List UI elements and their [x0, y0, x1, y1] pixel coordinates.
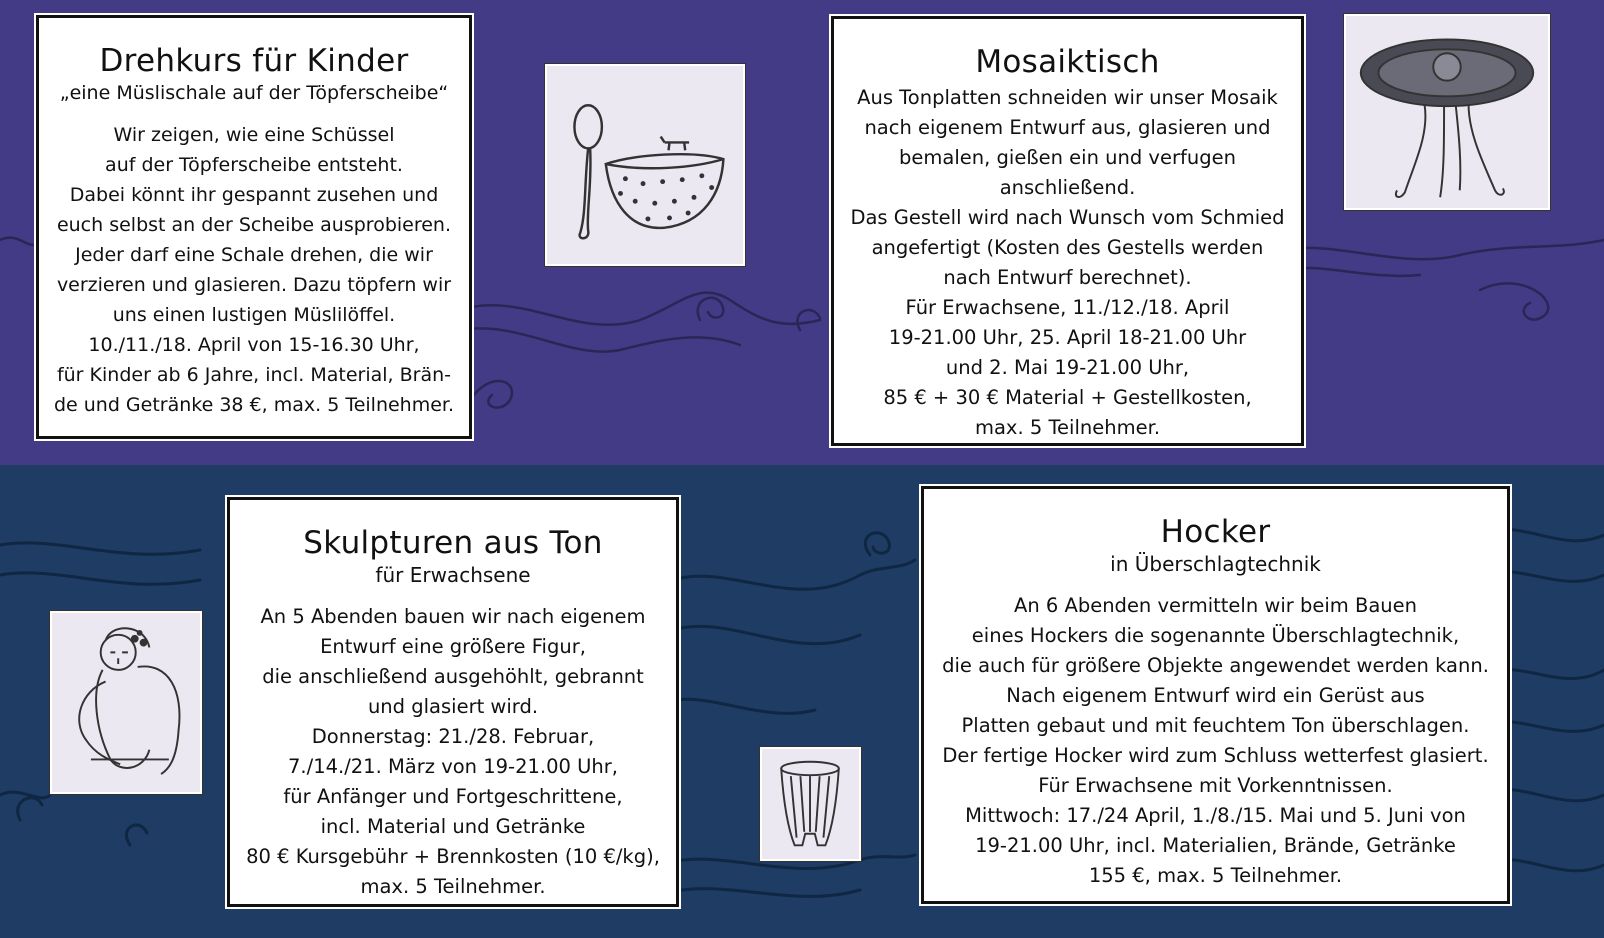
card-drehkurs — [36, 15, 472, 439]
card-title: Hocker — [1160, 514, 1271, 550]
card-skulpturen — [227, 497, 679, 907]
card-subtitle: für Erwachsene — [375, 563, 531, 587]
stool-illustration — [760, 747, 861, 861]
figure-illustration — [50, 611, 202, 794]
bowl-illustration — [545, 64, 745, 266]
card-mosaiktisch — [831, 16, 1304, 446]
mosaic-table-icon — [1346, 16, 1548, 208]
card-body: Aus Tonplatten schneiden wir unser Mosaik nach eigenem Entwurf aus, glasieren und bemalen, gießen ein und verfugen anschließend. Das Gestell wird nach Wunsch vom Schmied angefertigt (Kosten des Gestells werden nach Entwurf berechnet). Für Erwachsene, 11./12./18. April 19-21.00 Uhr, 25. April 18-21.00 Uhr und 2. Mai 19-21.00 Uhr, 85 € + 30 € Material + Gestellkosten, max. 5 Teilnehmer. — [850, 86, 1285, 439]
card-title: Drehkurs für Kinder — [99, 43, 409, 79]
table-illustration — [1344, 14, 1550, 210]
card-title: Mosaiktisch — [975, 44, 1160, 80]
card-subtitle: „eine Müslischale auf der Töpferscheibe“ — [59, 82, 449, 104]
bowl-spoon-icon — [547, 66, 743, 264]
sculpture-figure-icon — [52, 613, 200, 792]
card-body: An 5 Abenden bauen wir nach eigenem Entwurf eine größere Figur, die anschließend ausgehöhlt, gebrannt und glasiert wird. Donnerstag: 21./28. Februar, 7./14./21. März von 19-21.00 Uhr, für Anfänger und Fortgeschrittene, incl. Material und Getränke 80 € Kursgebühr + Brennkosten (10 €/kg), max. 5 Teilnehmer. — [246, 605, 660, 898]
card-body: Wir zeigen, wie eine Schüssel auf der Töpferscheibe entsteht. Dabei könnt ihr gespannt zusehen und euch selbst an der Scheibe ausprobieren. Jeder darf eine Schale drehen, die wir verzieren und glasieren. Dazu töpfern wir uns einen lustigen Müslilöffel. 10./11./18. April von 15-16.30 Uhr, für Kinder ab 6 Jahre, incl. Material, Brän- de und Getränke 38 €, max. 5 Teilnehmer. — [53, 124, 455, 416]
card-body: An 6 Abenden vermitteln wir beim Bauen eines Hockers die sogenannte Überschlagtechnik, die auch für größere Objekte angewendet werden kann. Nach eigenem Entwurf wird ein Gerüst aus Platten gebaut und mit feuchtem Ton überschlagen. Der fertige Hocker wird zum Schluss wetterfest glasiert. Für Erwachsene mit Vorkenntnissen. Mittwoch: 17./24 April, 1./8./15. Mai und 5. Juni von 19-21.00 Uhr, incl. Materialien, Brände, Getränke 155 €, max. 5 Teilnehmer. — [942, 594, 1489, 887]
card-hocker — [921, 486, 1510, 904]
stool-icon — [762, 749, 859, 859]
card-subtitle: in Überschlagtechnik — [1110, 552, 1321, 576]
card-title: Skulpturen aus Ton — [303, 525, 603, 561]
